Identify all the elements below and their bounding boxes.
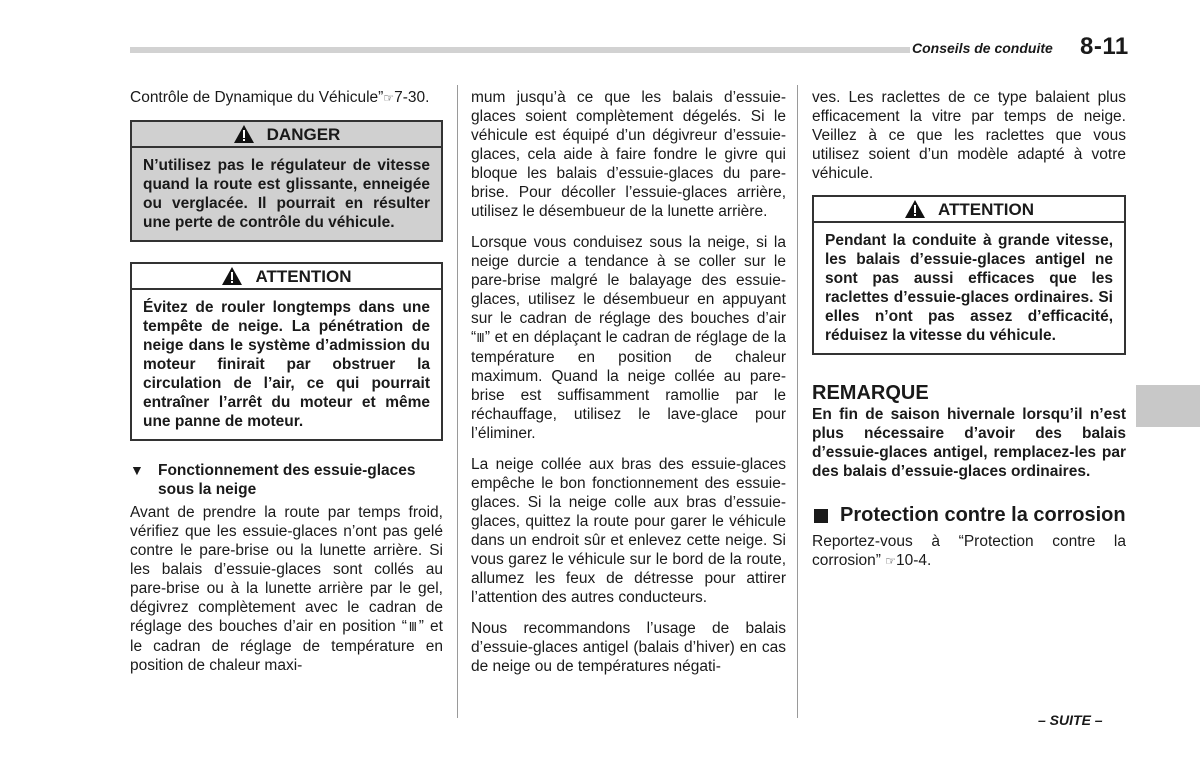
attention-heading: ATTENTION: [130, 262, 443, 290]
attention-body: Évitez de rouler longtemps dans une tempête de neige. La pénétration de neige dans le système d’admission du moteur finirait par obstruer la circulation de l’air, ce qui pourrait entraîner l’arrêt du moteur et même une panne de moteur.: [130, 290, 443, 441]
page-number: 8-11: [1080, 33, 1129, 60]
defroster-icon: Ⅲ: [476, 331, 485, 345]
middle-column: [471, 88, 786, 676]
paragraph: Lorsque vous conduisez sous la neige, si la neige durcie a tendance à se coller sur le pare-brise malgré le balayage des essuie-glaces, utilisez le désembueur en appuyant sur le cadran de réglage des bouches d’air “Ⅲ” et en déplaçant le cadran de réglage de la température en position de chaleur maximum. Quand la neige collée au pare-brise est suffisamment ramollie par le réchauffage, utilisez le lave-glace pour l’éliminer.: [471, 234, 786, 442]
continued-label: – SUITE –: [1038, 712, 1103, 728]
header-rule: [130, 47, 910, 53]
subheading-text: Fonctionnement des essuie-glaces sous la neige: [158, 462, 416, 498]
triangle-bullet-icon: ▼: [130, 462, 144, 478]
warning-triangle-icon: [221, 266, 243, 286]
defroster-icon: Ⅲ: [406, 620, 419, 634]
paragraph: Reportez-vous à “Protection contre la corrosion” ☞10-4.: [812, 533, 1126, 569]
attention-heading: ATTENTION: [812, 195, 1126, 223]
danger-heading: DANGER: [130, 120, 443, 148]
intro-text: Contrôle de Dynamique du Véhicule”☞7-30.: [130, 89, 430, 106]
remarque-body: En fin de saison hivernale lorsqu’il n’est plus nécessaire d’avoir des balais d’essuie-glaces antigel, remplacez-les par des balais d’essuie-glaces ordinaires.: [812, 406, 1126, 480]
paragraph: La neige collée aux bras des essuie-glaces empêche le bon fonctionnement des essuie-glaces. Si la neige colle aux bras d’essuie-glaces, quittez la route pour garer le véhicule dans un endroit sûr et enlevez cette neige. Si vous garez le véhicule sur le bord de la route, allumez les feux de détresse pour attirer l’attention des autres conducteurs.: [471, 456, 786, 606]
paragraph: mum jusqu’à ce que les balais d’essuie-glaces soient complètement dégelés. Si le véhicule est équipé d’un dégivreur d’essuie-glaces, cela aide à faire fondre le givre qui bloque les balais d’essuie-glaces du pare-brise. Pour décoller l’essuie-glaces arrière, utilisez le désembueur de la lunette arrière.: [471, 89, 786, 220]
reference-hand-icon: ☞: [885, 554, 896, 568]
reference-hand-icon: ☞: [383, 91, 395, 105]
attention-body: Pendant la conduite à grande vitesse, les balais d’essuie-glaces antigel ne sont pas aussi efficaces que les raclettes d’essuie-glaces ordinaires. Si elles n’ont pas assez d’efficacité, réduisez la vitesse du véhicule.: [812, 223, 1126, 355]
danger-body: N’utilisez pas le régulateur de vitesse quand la route est glissante, enneigée ou verglacée. Il pourrait en résulter une perte de contrôle du véhicule.: [130, 148, 443, 242]
paragraph: Avant de prendre la route par temps froid, vérifiez que les essuie-glaces n’ont pas gelé contre le pare-brise ou la lunette arrière. Si les balais d’essuie-glaces sont collés au pare-brise ou à la lunette arrière par le gel, dégivrez complètement avec le cadran de réglage des bouches d’air en position “Ⅲ” et le cadran de réglage de température en position de chaleur maxi-: [130, 504, 443, 674]
square-bullet-icon: [814, 509, 828, 523]
subheading: [130, 461, 443, 499]
warning-triangle-icon: [904, 199, 926, 219]
section-heading: [812, 505, 1126, 526]
section-header-title: Conseils de conduite: [912, 40, 1053, 56]
right-column: [812, 88, 1126, 571]
section-heading-text: Protection contre la corrosion: [840, 504, 1126, 526]
remarque-title: REMARQUE: [812, 382, 929, 404]
paragraph: Nous recommandons l’usage de balais d’essuie-glaces antigel (balais d’hiver) en cas de neige ou de températures négati-: [471, 620, 786, 675]
column-divider: [797, 85, 798, 718]
chapter-thumb-tab: [1136, 385, 1200, 427]
paragraph: ves. Les raclettes de ce type balaient plus efficacement la vitre par temps de neige. Veillez à ce que les raclettes que vous utilisez soient d’un modèle adapté à votre véhicule.: [812, 89, 1126, 182]
column-divider: [457, 85, 458, 718]
left-column: [130, 88, 443, 675]
warning-triangle-icon: [233, 124, 255, 144]
